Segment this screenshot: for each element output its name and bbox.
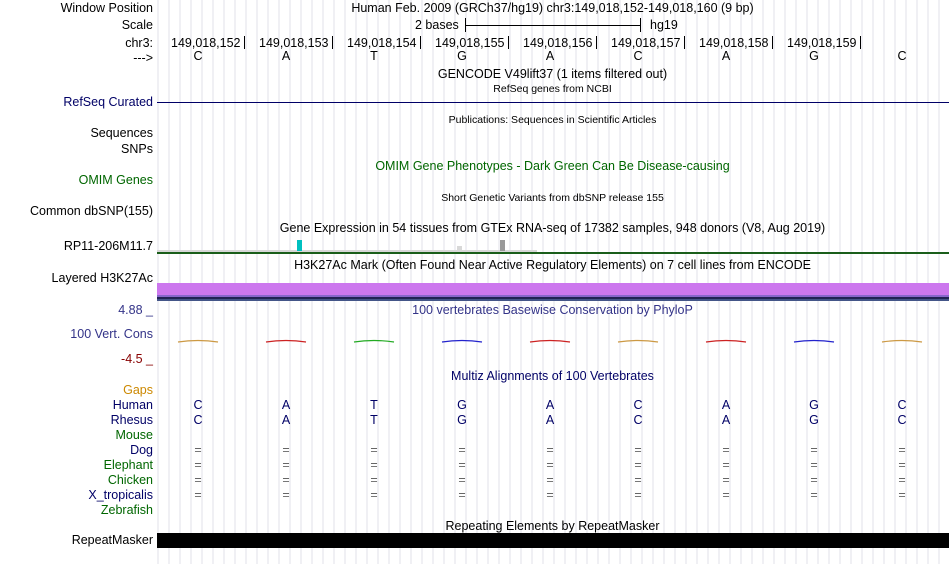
species-label[interactable]: Zebrafish xyxy=(100,503,153,517)
alignment-base: = xyxy=(898,473,906,487)
base-letter: A xyxy=(281,49,291,63)
alignment-base: = xyxy=(722,443,730,457)
base-letter: A xyxy=(545,49,555,63)
phylop-score-mark xyxy=(354,341,394,343)
alignment-base: = xyxy=(898,443,906,457)
phylop-score-mark xyxy=(530,341,570,343)
omim-title: OMIM Gene Phenotypes - Dark Green Can Be Disease-causing xyxy=(375,159,730,173)
refseq-gene-line[interactable] xyxy=(157,102,949,103)
gencode-title: GENCODE V49lift37 (1 items filtered out) xyxy=(437,67,668,81)
alignment-base: A xyxy=(721,413,731,427)
alignment-base: = xyxy=(634,488,642,502)
alignment-base: = xyxy=(634,458,642,472)
sequences-label[interactable]: Sequences xyxy=(90,126,153,140)
repeatmasker-title: Repeating Elements by RepeatMasker xyxy=(445,519,660,533)
alignment-base: = xyxy=(194,488,202,502)
alignment-base: G xyxy=(457,413,467,427)
alignment-base: = xyxy=(898,458,906,472)
alignment-base: = xyxy=(634,473,642,487)
snps-label[interactable]: SNPs xyxy=(121,142,153,156)
alignment-base: C xyxy=(193,413,203,427)
alignment-base: = xyxy=(194,473,202,487)
position-tick-label: 149,018,152 xyxy=(171,36,241,50)
alignment-base: = xyxy=(722,473,730,487)
alignment-base: = xyxy=(810,443,818,457)
refseq-subtitle: RefSeq genes from NCBI xyxy=(493,83,612,95)
alignment-base: A xyxy=(545,413,555,427)
h3k27ac-signal-bar[interactable] xyxy=(157,283,949,301)
position-tick-label: 149,018,159 xyxy=(787,36,857,50)
alignment-base: = xyxy=(722,488,730,502)
species-label[interactable]: Human xyxy=(112,398,153,412)
position-tick-mark xyxy=(244,36,245,49)
position-tick-label: 149,018,156 xyxy=(523,36,593,50)
alignment-base: T xyxy=(370,413,378,427)
base-letter: G xyxy=(457,49,467,63)
alignment-base: T xyxy=(370,398,378,412)
species-label[interactable]: Rhesus xyxy=(110,413,153,427)
gtex-expression-bar[interactable] xyxy=(157,238,949,254)
position-tick-mark xyxy=(508,36,509,49)
alignment-base: = xyxy=(810,458,818,472)
layered-h3k27ac-label[interactable]: Layered H3K27Ac xyxy=(51,271,153,285)
alignment-base: = xyxy=(370,473,378,487)
position-tick-mark xyxy=(684,36,685,49)
publications-title: Publications: Sequences in Scientific Articles xyxy=(448,114,657,126)
alignment-base: G xyxy=(809,413,819,427)
phylop-min-label: -4.5 _ xyxy=(121,352,153,366)
alignment-base: C xyxy=(633,398,643,412)
alignment-base: C xyxy=(193,398,203,412)
alignment-base: = xyxy=(546,488,554,502)
h3k27ac-title: H3K27Ac Mark (Often Found Near Active Regulatory Elements) on 7 cell lines from ENCODE xyxy=(294,258,811,272)
phylop-score-mark xyxy=(794,341,834,343)
alignment-base: = xyxy=(546,458,554,472)
position-tick-mark xyxy=(332,36,333,49)
gtex-gene-label[interactable]: RP11-206M11.7 xyxy=(63,239,153,253)
species-label[interactable]: Chicken xyxy=(107,473,153,487)
phylop-conservation-plot[interactable] xyxy=(155,330,950,350)
window-position-label: Window Position xyxy=(60,1,153,15)
dbsnp-title: Short Genetic Variants from dbSNP release 155 xyxy=(441,192,664,204)
phylop-score-mark xyxy=(618,341,658,343)
position-tick-mark xyxy=(420,36,421,49)
base-letter: C xyxy=(897,49,907,63)
alignment-base: = xyxy=(282,473,290,487)
position-tick-mark xyxy=(860,36,861,49)
alignment-base: = xyxy=(194,458,202,472)
phylop-score-mark xyxy=(882,341,922,343)
position-tick-label: 149,018,155 xyxy=(435,36,505,50)
refseq-curated-label[interactable]: RefSeq Curated xyxy=(63,95,153,109)
repeatmasker-bar[interactable] xyxy=(157,533,949,548)
alignment-base: = xyxy=(194,443,202,457)
base-letter: C xyxy=(193,49,203,63)
alignment-base: = xyxy=(722,458,730,472)
species-label[interactable]: Elephant xyxy=(103,458,153,472)
species-label[interactable]: Dog xyxy=(130,443,153,457)
alignment-base: = xyxy=(810,488,818,502)
alignment-base: = xyxy=(458,443,466,457)
base-letter: A xyxy=(721,49,731,63)
scale-label: Scale xyxy=(121,18,153,32)
position-tick-mark xyxy=(596,36,597,49)
alignment-base: = xyxy=(546,473,554,487)
alignment-base: = xyxy=(370,488,378,502)
alignment-base: = xyxy=(282,458,290,472)
alignment-base: = xyxy=(282,443,290,457)
alignment-base: A xyxy=(545,398,555,412)
gaps-label[interactable]: Gaps xyxy=(123,383,153,397)
position-tick-mark xyxy=(772,36,773,49)
alignment-base: = xyxy=(898,488,906,502)
alignment-base: = xyxy=(282,488,290,502)
alignment-base: = xyxy=(370,458,378,472)
alignment-base: G xyxy=(457,398,467,412)
alignment-base: G xyxy=(809,398,819,412)
species-label[interactable]: X_tropicalis xyxy=(88,488,153,502)
phylop-score-mark xyxy=(706,341,746,343)
repeatmasker-label[interactable]: RepeatMasker xyxy=(71,533,153,547)
alignment-base: A xyxy=(281,398,291,412)
species-label[interactable]: Mouse xyxy=(115,428,153,442)
multiz-title: Multiz Alignments of 100 Vertebrates xyxy=(451,369,654,383)
window-position-value: Human Feb. 2009 (GRCh37/hg19) chr3:149,018,152-149,018,160 (9 bp) xyxy=(351,1,754,15)
phylop-max-label: 4.88 _ xyxy=(118,303,153,317)
gtex-title: Gene Expression in 54 tissues from GTEx RNA-seq of 17382 samples, 948 donors (V8, Aug 2019) xyxy=(279,221,826,235)
position-tick-label: 149,018,154 xyxy=(347,36,417,50)
alignment-base: = xyxy=(458,473,466,487)
scale-assembly: hg19 xyxy=(650,18,678,32)
alignment-base: A xyxy=(721,398,731,412)
base-letter: G xyxy=(809,49,819,63)
scale-bar xyxy=(465,18,641,32)
omim-genes-label[interactable]: OMIM Genes xyxy=(78,173,153,187)
alignment-base: = xyxy=(810,473,818,487)
position-tick-label: 149,018,153 xyxy=(259,36,329,50)
chrom-label: chr3: xyxy=(125,36,153,50)
base-letter: T xyxy=(370,49,378,63)
alignment-base: = xyxy=(458,458,466,472)
phylop-score-mark xyxy=(266,341,306,343)
alignment-base: = xyxy=(634,443,642,457)
alignment-base: C xyxy=(897,398,907,412)
phylop-score-mark xyxy=(178,341,218,343)
position-tick-label: 149,018,157 xyxy=(611,36,681,50)
strand-label: ---> xyxy=(133,51,153,65)
alignment-base: = xyxy=(370,443,378,457)
alignment-base: = xyxy=(546,443,554,457)
scale-text: 2 bases xyxy=(415,18,459,32)
base-letter: C xyxy=(633,49,643,63)
phylop-track-label[interactable]: 100 Vert. Cons xyxy=(70,327,153,341)
phylop-score-mark xyxy=(442,341,482,343)
common-dbsnp-label[interactable]: Common dbSNP(155) xyxy=(30,204,153,218)
alignment-base: = xyxy=(458,488,466,502)
position-tick-label: 149,018,158 xyxy=(699,36,769,50)
alignment-base: C xyxy=(897,413,907,427)
alignment-base: C xyxy=(633,413,643,427)
phylop-title: 100 vertebrates Basewise Conservation by PhyloP xyxy=(412,303,693,317)
alignment-base: A xyxy=(281,413,291,427)
